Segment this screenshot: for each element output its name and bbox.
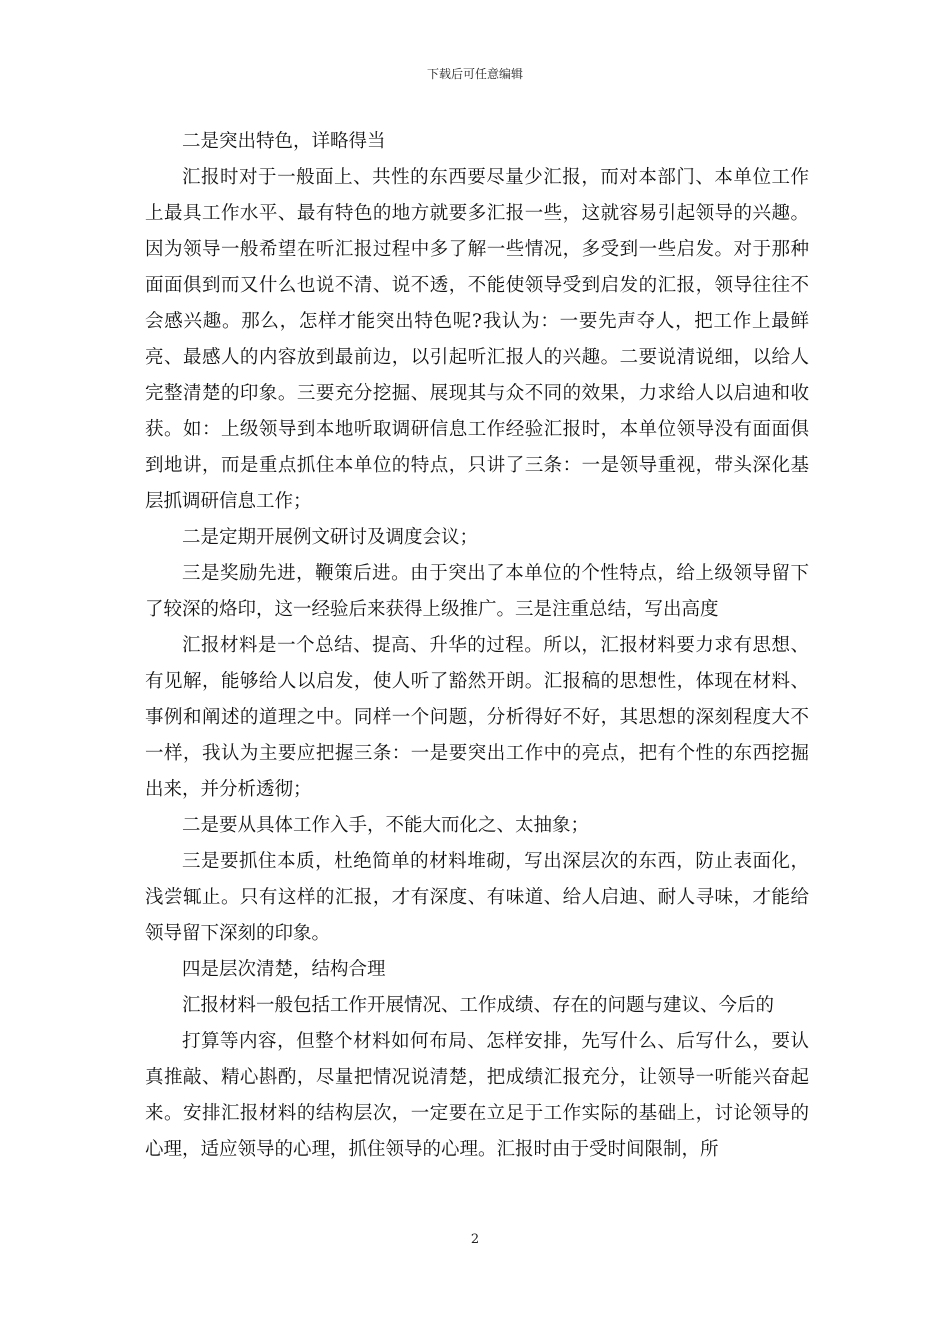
body-paragraph: 二是要从具体工作入手，不能大而化之、太抽象； [182,815,590,836]
page-header: 下载后可任意编辑 [426,67,523,81]
body-paragraph: 二是定期开展例文研讨及调度会议； [182,527,479,548]
body-paragraph: 汇报时对于一般面上、共性的东西要尽量少汇报，而对本部门、本单位工作上最具工作水平、最有特色的地方就要多汇报一些，这就容易引起领导的兴趣。因为领导一般希望在听汇报过程中多了解一些情况，多受到一些启发。对于那种面面俱到而又什么也说不清、说不透，不能使领导受到启发的汇报，领导往往不会感兴趣。那么，怎样才能突出特色呢?我认为：一要先声夺人，把工作上最鲜亮、最感人的内容放到最前边，以引起听汇报人的兴趣。二要说清说细，以给人完整清楚的印象。三要充分挖掘、展现其与众不同的效果，力求给人以启迪和收获。如：上级领导到本地听取调研信息工作经验汇报时，本单位领导没有面面俱到地讲，而是重点抓住本单位的特点，只讲了三条：一是领导重视，带头深化基层抓调研信息工作； [145,167,809,512]
body-paragraph: 三是要抓住本质，杜绝简单的材料堆砌，写出深层次的东西，防止表面化，浅尝辄止。只有这样的汇报，才有深度、有味道、给人启迪、耐人寻味，才能给领导留下深刻的印象。 [145,851,809,944]
section-heading-structure: 四是层次清楚，结构合理 [182,959,386,980]
section-heading-features: 二是突出特色，详略得当 [182,131,386,152]
body-paragraph: 三是奖励先进，鞭策后进。由于突出了本单位的个性特点，给上级领导留下了较深的烙印，这一经验后来获得上级推广。三是注重总结，写出高度 [145,563,809,620]
document-body [145,124,809,1168]
body-paragraph: 打算等内容，但整个材料如何布局、怎样安排，先写什么、后写什么，要认真推敲、精心斟酌，尽量把情况说清楚，把成绩汇报充分，让领导一听能兴奋起来。安排汇报材料的结构层次，一定要在立足于工作实际的基础上，讨论领导的心理，适应领导的心理，抓住领导的心理。汇报时由于受时间限制，所 [145,1031,809,1160]
page-number: 2 [470,1232,480,1247]
body-paragraph: 汇报材料一般包括工作开展情况、工作成绩、存在的问题与建议、今后的 [182,995,775,1016]
body-paragraph: 汇报材料是一个总结、提高、升华的过程。所以，汇报材料要力求有思想、有见解，能够给人以启发，使人听了豁然开朗。汇报稿的思想性，体现在材料、事例和阐述的道理之中。同样一个问题，分析得好不好，其思想的深刻程度大不一样，我认为主要应把握三条：一是要突出工作中的亮点，把有个性的东西挖掘出来，并分析透彻； [145,635,809,800]
